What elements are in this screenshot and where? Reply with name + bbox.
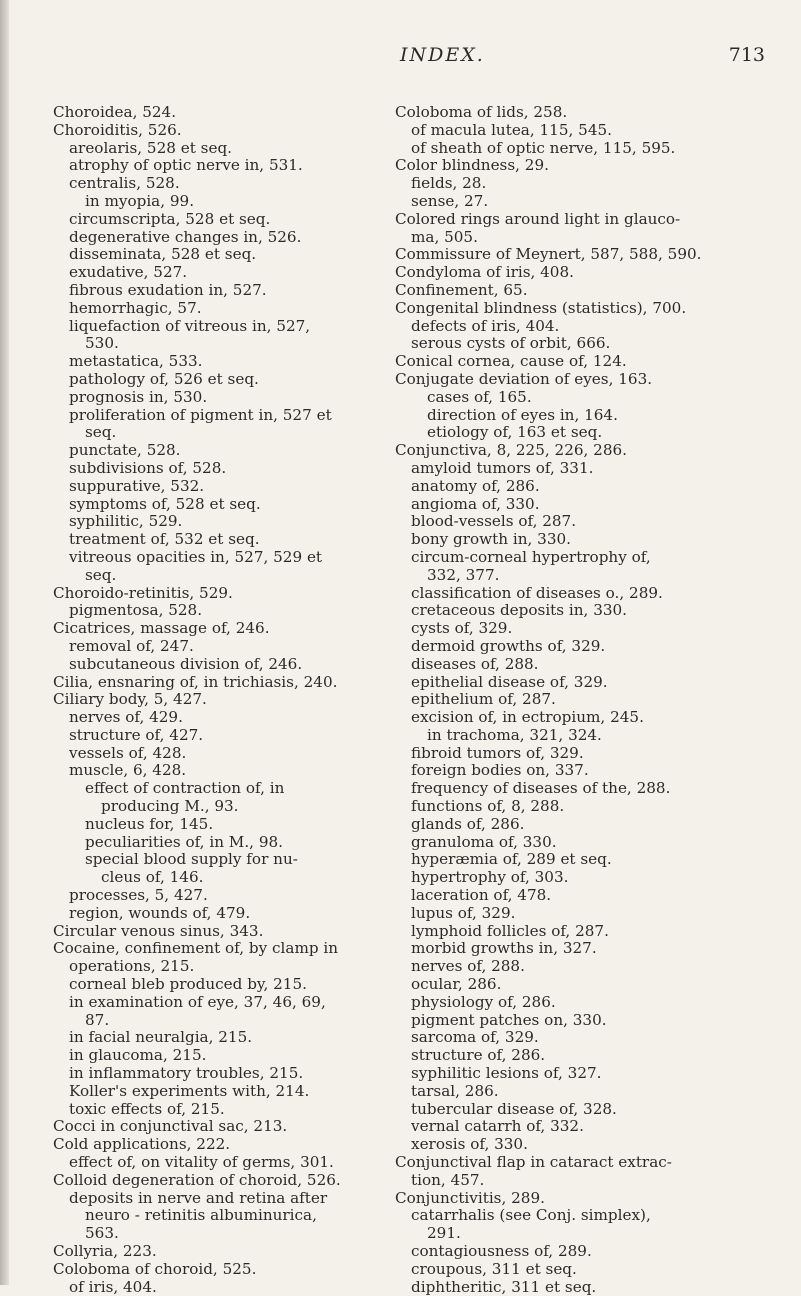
page-number: 713 — [728, 44, 765, 66]
index-entry: cysts of, 329. — [411, 619, 513, 638]
index-entry: Commissure of Meynert, 587, 588, 590. — [395, 245, 702, 264]
index-entry: anatomy of, 286. — [411, 476, 540, 495]
index-entry: Cilia, ensnaring of, in trichiasis, 240. — [53, 672, 338, 691]
index-entry: producing M., 93. — [101, 797, 239, 816]
index-entry: vitreous opacities in, 527, 529 et — [69, 547, 323, 566]
index-entry: granuloma of, 330. — [411, 832, 557, 851]
index-entry: degenerative changes in, 526. — [69, 227, 302, 246]
index-entry: Colored rings around light in glauco- — [395, 209, 681, 228]
index-entry: cleus of, 146. — [101, 868, 204, 887]
index-entry: effect of contraction of, in — [85, 779, 285, 798]
index-entry: 291. — [427, 1224, 461, 1243]
index-entry: Congenital blindness (statistics), 700. — [395, 298, 687, 317]
index-entry: vessels of, 428. — [69, 743, 187, 762]
index-entry: nerves of, 288. — [411, 957, 525, 976]
index-entry: hemorrhagic, 57. — [69, 298, 202, 317]
index-entry: epithelial disease of, 329. — [411, 672, 608, 691]
index-entry: sarcoma of, 329. — [411, 1028, 539, 1047]
index-entry: areolaris, 528 et seq. — [69, 138, 232, 157]
index-entry: cretaceous deposits in, 330. — [411, 601, 628, 620]
index-entry: seq. — [85, 565, 117, 584]
index-entry: prognosis in, 530. — [69, 387, 208, 406]
index-entry: Color blindness, 29. — [395, 156, 549, 175]
index-entry: centralis, 528. — [69, 174, 180, 193]
index-entry: circum-corneal hypertrophy of, — [411, 547, 651, 566]
index-entry: Coloboma of choroid, 525. — [53, 1259, 257, 1278]
index-entry: toxic effects of, 215. — [69, 1099, 225, 1118]
index-entry: croupous, 311 et seq. — [411, 1259, 577, 1278]
index-entry: operations, 215. — [69, 957, 195, 976]
index-entry: lymphoid follicles of, 287. — [411, 921, 609, 940]
index-entry: Cicatrices, massage of, 246. — [53, 619, 270, 638]
index-entry: pigmentosa, 528. — [69, 601, 203, 620]
index-column-right — [395, 104, 780, 1296]
index-entry: functions of, 8, 288. — [411, 797, 565, 816]
index-entry: metastatica, 533. — [69, 352, 203, 371]
index-entry: catarrhalis (see Conj. simplex), — [411, 1206, 651, 1225]
index-entry: direction of eyes in, 164. — [427, 405, 618, 424]
index-entry: fibrous exudation in, 527. — [69, 280, 267, 299]
index-entry: contagiousness of, 289. — [411, 1242, 592, 1260]
index-entry: hypertrophy of, 303. — [411, 868, 569, 887]
index-entry: Ciliary body, 5, 427. — [53, 690, 207, 709]
index-entry: frequency of diseases of the, 288. — [411, 779, 671, 798]
index-entry: in myopia, 99. — [85, 191, 195, 210]
index-entry: physiology of, 286. — [411, 992, 556, 1011]
index-entry: structure of, 286. — [411, 1046, 546, 1065]
index-entry: epithelium of, 287. — [411, 690, 556, 709]
index-entry: vernal catarrh of, 332. — [411, 1117, 584, 1136]
index-entry: amyloid tumors of, 331. — [411, 458, 594, 477]
index-entry: nucleus for, 145. — [85, 814, 214, 833]
index-entry: Conjunctival flap in cataract extrac- — [395, 1153, 672, 1172]
index-entry: Condyloma of iris, 408. — [395, 263, 574, 282]
index-entry: deposits in nerve and retina after — [69, 1188, 328, 1207]
index-entry: subdivisions of, 528. — [69, 458, 227, 477]
index-entry: angioma of, 330. — [411, 494, 540, 513]
index-entry: diphtheritic, 311 et seq. — [411, 1277, 597, 1296]
index-entry: neuro - retinitis albuminurica, — [85, 1206, 317, 1225]
index-entry: tarsal, 286. — [411, 1081, 499, 1100]
index-entry: of iris, 404. — [69, 1277, 157, 1296]
index-entry: 563. — [85, 1224, 119, 1243]
index-entry: in facial neuralgia, 215. — [69, 1028, 253, 1047]
index-entry: serous cysts of orbit, 666. — [411, 334, 611, 353]
index-entry: proliferation of pigment in, 527 et — [69, 405, 332, 424]
index-entry: Coloboma of lids, 258. — [395, 103, 568, 121]
index-entry: excision of, in ectropium, 245. — [411, 708, 644, 727]
index-entry: ocular, 286. — [411, 975, 502, 994]
index-entry: nerves of, 429. — [69, 708, 183, 727]
index-entry: structure of, 427. — [69, 725, 204, 744]
index-entry: Choroidea, 524. — [53, 103, 177, 121]
index-entry: in glaucoma, 215. — [69, 1046, 207, 1065]
index-entry: tubercular disease of, 328. — [411, 1099, 617, 1118]
index-entry: hyperæmia of, 289 et seq. — [411, 850, 612, 869]
index-entry: cases of, 165. — [427, 387, 532, 406]
running-title: INDEX. — [400, 44, 485, 66]
index-entry: atrophy of optic nerve in, 531. — [69, 156, 303, 175]
index-entry: Confinement, 65. — [395, 280, 528, 299]
index-entry: punctate, 528. — [69, 441, 181, 460]
index-entry: processes, 5, 427. — [69, 886, 208, 905]
index-column-left — [53, 104, 383, 1296]
index-entry: diseases of, 288. — [411, 654, 539, 673]
index-entry: classification of diseases o., 289. — [411, 583, 663, 602]
index-entry: Cocaine, confinement of, by clamp in — [53, 939, 339, 958]
index-entry: fields, 28. — [411, 174, 487, 193]
index-entry: disseminata, 528 et seq. — [69, 245, 257, 264]
index-entry: glands of, 286. — [411, 814, 525, 833]
index-entry: Cocci in conjunctival sac, 213. — [53, 1117, 288, 1136]
index-entry: blood-vessels of, 287. — [411, 512, 577, 531]
index-entry: syphilitic, 529. — [69, 512, 183, 531]
index-entry: etiology of, 163 et seq. — [427, 423, 603, 442]
index-entry: Cold applications, 222. — [53, 1135, 231, 1154]
index-entry: laceration of, 478. — [411, 886, 552, 905]
index-entry: dermoid growths of, 329. — [411, 636, 606, 655]
index-entry: corneal bleb produced by, 215. — [69, 975, 307, 994]
index-entry: Choroiditis, 526. — [53, 120, 182, 139]
index-entry: removal of, 247. — [69, 636, 194, 655]
page-binding-edge — [0, 0, 9, 1285]
index-entry: special blood supply for nu- — [85, 850, 298, 869]
index-entry: xerosis of, 330. — [411, 1135, 528, 1154]
index-entry: effect of, on vitality of germs, 301. — [69, 1153, 334, 1172]
index-entry: Conjunctivitis, 289. — [395, 1188, 545, 1207]
index-entry: suppurative, 532. — [69, 476, 205, 495]
index-entry: foreign bodies on, 337. — [411, 761, 589, 780]
index-entry: Conical cornea, cause of, 124. — [395, 352, 627, 371]
index-entry: peculiarities of, in M., 98. — [85, 832, 283, 851]
index-entry: Conjunctiva, 8, 225, 226, 286. — [395, 441, 627, 460]
index-entry: Choroido-retinitis, 529. — [53, 583, 233, 602]
index-entry: circumscripta, 528 et seq. — [69, 209, 271, 228]
index-entry: defects of iris, 404. — [411, 316, 560, 335]
index-entry: subcutaneous division of, 246. — [69, 654, 303, 673]
index-entry: pigment patches on, 330. — [411, 1010, 607, 1029]
index-entry: Koller's experiments with, 214. — [69, 1081, 310, 1100]
index-entry: syphilitic lesions of, 327. — [411, 1064, 602, 1083]
index-entry: 87. — [85, 1010, 110, 1029]
index-entry: morbid growths in, 327. — [411, 939, 597, 958]
index-entry: ma, 505. — [411, 227, 478, 246]
index-entry: muscle, 6, 428. — [69, 761, 187, 780]
index-entry: Collyria, 223. — [53, 1242, 157, 1260]
index-entry: in inflammatory troubles, 215. — [69, 1064, 304, 1083]
index-entry: tion, 457. — [411, 1170, 485, 1189]
index-entry: 530. — [85, 334, 119, 353]
index-entry: in examination of eye, 37, 46, 69, — [69, 992, 326, 1011]
index-entry: in trachoma, 321, 324. — [427, 725, 602, 744]
index-entry: exudative, 527. — [69, 263, 188, 282]
index-entry: of macula lutea, 115, 545. — [411, 120, 612, 139]
index-entry: Colloid degeneration of choroid, 526. — [53, 1170, 341, 1189]
index-entry: fibroid tumors of, 329. — [411, 743, 584, 762]
index-entry: bony growth in, 330. — [411, 530, 572, 549]
index-entry: lupus of, 329. — [411, 903, 516, 922]
index-entry: treatment of, 532 et seq. — [69, 530, 260, 549]
index-entry: liquefaction of vitreous in, 527, — [69, 316, 311, 335]
index-entry: of sheath of optic nerve, 115, 595. — [411, 138, 676, 157]
index-entry: Conjugate deviation of eyes, 163. — [395, 369, 653, 388]
index-entry: seq. — [85, 423, 117, 442]
index-entry: pathology of, 526 et seq. — [69, 369, 259, 388]
index-entry: sense, 27. — [411, 191, 489, 210]
page-header — [0, 44, 801, 74]
index-entry: region, wounds of, 479. — [69, 903, 251, 922]
index-entry: 332, 377. — [427, 565, 500, 584]
index-entry: symptoms of, 528 et seq. — [69, 494, 261, 513]
index-entry: Circular venous sinus, 343. — [53, 921, 264, 940]
